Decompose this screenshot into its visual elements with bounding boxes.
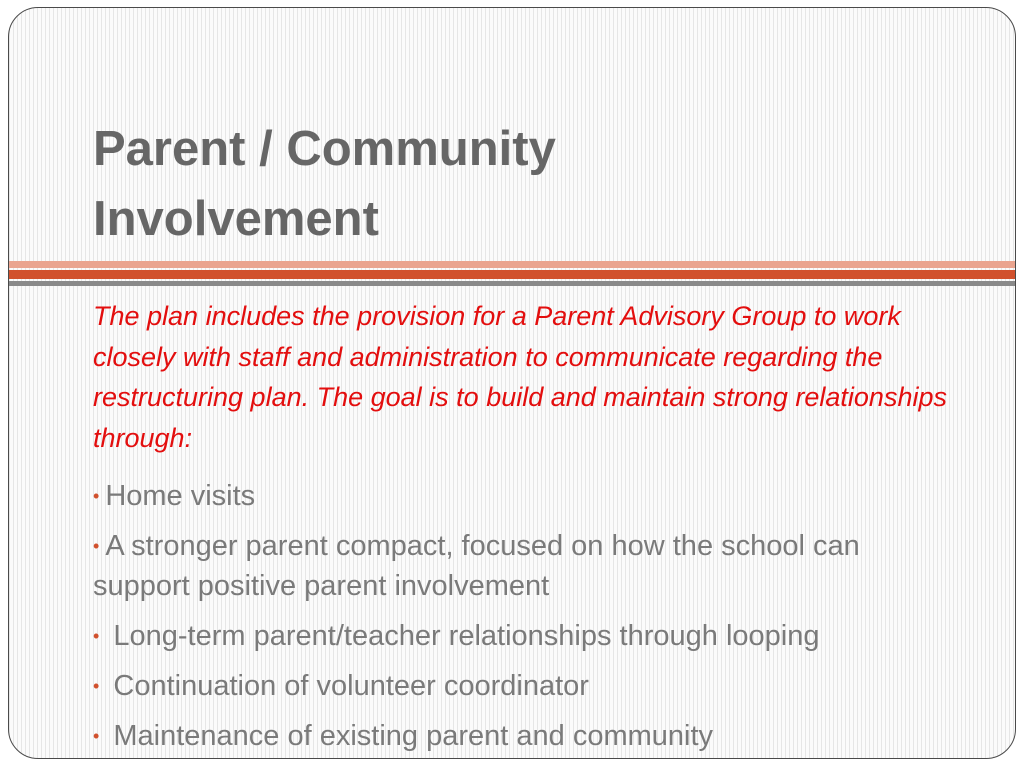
bullet-icon: • [93,486,100,506]
bullet-icon: • [93,726,100,746]
bullet-list [93,476,963,756]
bullet-item-looping [93,616,963,656]
bullet-text: Home visits [105,480,256,512]
slide-title [93,114,973,254]
bullet-icon: • [93,536,100,556]
slide-title-line-1: Parent / Community [93,122,556,176]
title-divider-gray [9,281,1015,286]
bullet-item-home-visits [93,476,963,516]
slide-frame [8,7,1016,759]
title-divider-light [9,261,1015,268]
intro-paragraph: The plan includes the provision for a Parent Advisory Group to work closely with staff and administration to communicate regarding the restructuring plan. The goal is to build and maintain strong relationships through: [93,301,947,453]
bullet-item-volunteer-coordinator [93,666,963,706]
bullet-item-parent-compact [93,526,963,606]
slide-body [93,296,963,759]
bullet-item-community-maintenance [93,716,963,756]
bullet-text: Maintenance of existing parent and community [105,720,714,752]
slide-title-line-2: Involvement [93,192,379,246]
bullet-text: A stronger parent compact, focused on how the school can support positive parent involvement [93,530,860,602]
bullet-icon: • [93,626,100,646]
bullet-text: Continuation of volunteer coordinator [105,670,589,702]
title-divider-accent [9,270,1015,279]
bullet-text: Long-term parent/teacher relationships through looping [105,620,820,652]
bullet-icon: • [93,676,100,696]
